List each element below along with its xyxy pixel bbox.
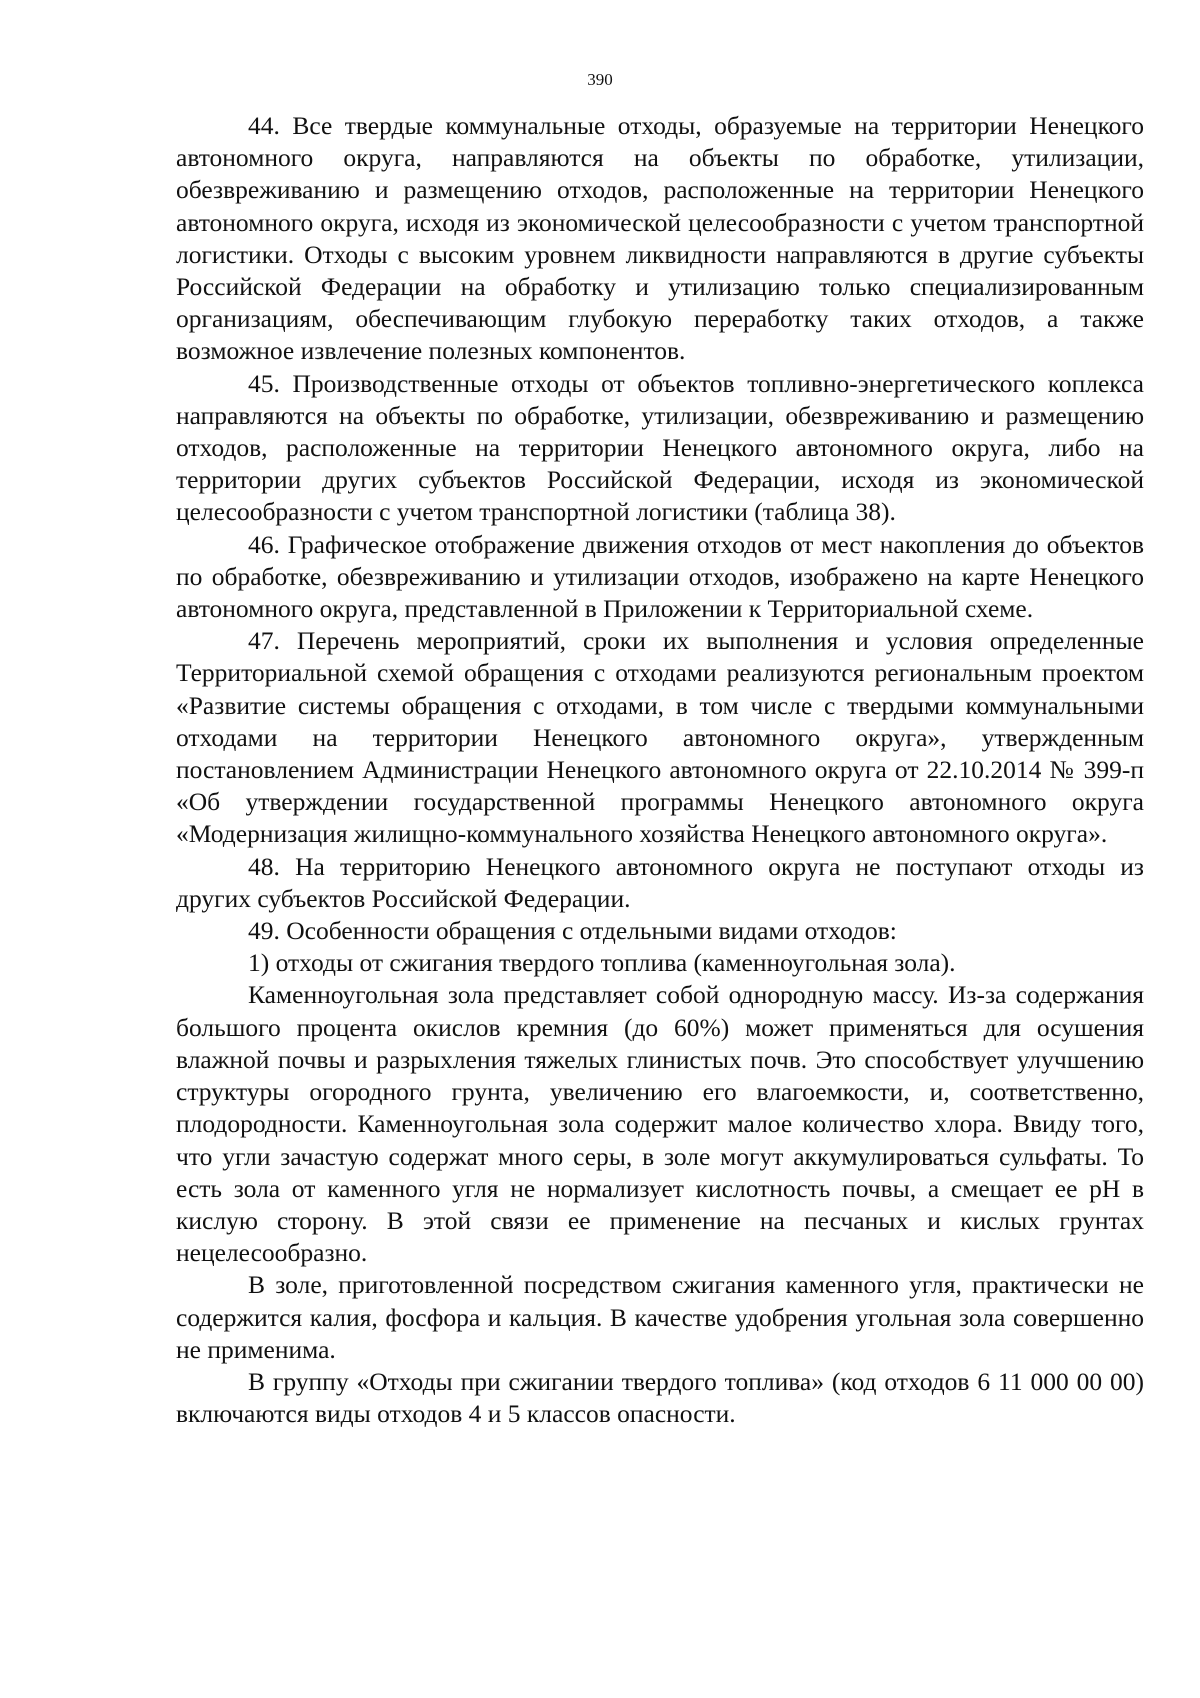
- paragraph-45: 45. Производственные отходы от объектов топливно-энергетического коплекса направляются на объекты по обработке, утилизации, обезвреживанию и размещению отходов, расположенные на территории Ненецкого автономного округа, либо на территории других субъектов Российской Федерации, исходя из экономической целесообразности с учетом транспортной логистики (таблица 38).: [176, 368, 1144, 527]
- paragraph-coal-ash-fertilizer: В золе, приготовленной посредством сжигания каменного угля, практически не содержится калия, фосфора и кальция. В качестве удобрения угольная зола совершенно не применима.: [176, 1270, 1144, 1364]
- paragraph-48: 48. На территорию Ненецкого автономного округа не поступают отходы из других субъектов Российской Федерации.: [176, 851, 1144, 913]
- paragraph-49: 49. Особенности обращения с отдельными видами отходов:: [248, 916, 897, 946]
- paragraph-46: 46. Графическое отображение движения отходов от мест накопления до объектов по обработке, обезвреживанию и утилизации отходов, изображено на карте Ненецкого автономного округа, представленной в Приложении к Территориальной схеме.: [176, 529, 1144, 624]
- document-body: [176, 110, 1144, 1430]
- paragraph-coal-ash-description: Каменноугольная зола представляет собой однородную массу. Из-за содержания большого процента окислов кремния (до 60%) может применяться для осушения влажной почвы и разрыхления тяжелых глинистых почв. Это способствует улучшению структуры огородного грунта, увеличению его влагоемкости, и, соответственно, плодородности. Каменноугольная зола содержит малое количество хлора. Ввиду того, что угли зачастую содержат много серы, в золе могут аккумулироваться сульфаты. То есть зола от каменного угля не нормализует кислотность почвы, а смещает ее рН в кислую сторону. В этой связи ее применение на песчаных и кислых грунтах нецелесообразно.: [176, 980, 1144, 1268]
- paragraph-47: 47. Перечень мероприятий, сроки их выполнения и условия определенные Территориальной схемой обращения с отходами реализуются региональным проектом «Развитие системы обращения с отходами, в том числе с твердыми коммунальными отходами на территории Ненецкого автономного округа», утвержденным постановлением Администрации Ненецкого автономного округа от 22.10.2014 № 399-п «Об утверждении государственной программы Ненецкого автономного округа «Модернизация жилищно-коммунального хозяйства Ненецкого автономного округа».: [176, 626, 1144, 849]
- paragraph-44: 44. Все твердые коммунальные отходы, образуемые на территории Ненецкого автономного округа, направляются на объекты по обработке, утилизации, обезвреживанию и размещению отходов, расположенные на территории Ненецкого автономного округа, исходя из экономической целесообразности с учетом транспортной логистики. Отходы с высоким уровнем ликвидности направляются в другие субъекты Российской Федерации на обработку и утилизацию только специализированным организациям, обеспечивающим глубокую переработку таких отходов, а также возможное извлечение полезных компонентов.: [176, 111, 1144, 366]
- paragraph-49-item-1: 1) отходы от сжигания твердого топлива (каменноугольная зола).: [248, 948, 956, 978]
- paragraph-waste-group: В группу «Отходы при сжигании твердого топлива» (код отходов 6 11 000 00 00) включаются виды отходов 4 и 5 классов опасности.: [176, 1366, 1144, 1429]
- page-number: 390: [587, 70, 613, 89]
